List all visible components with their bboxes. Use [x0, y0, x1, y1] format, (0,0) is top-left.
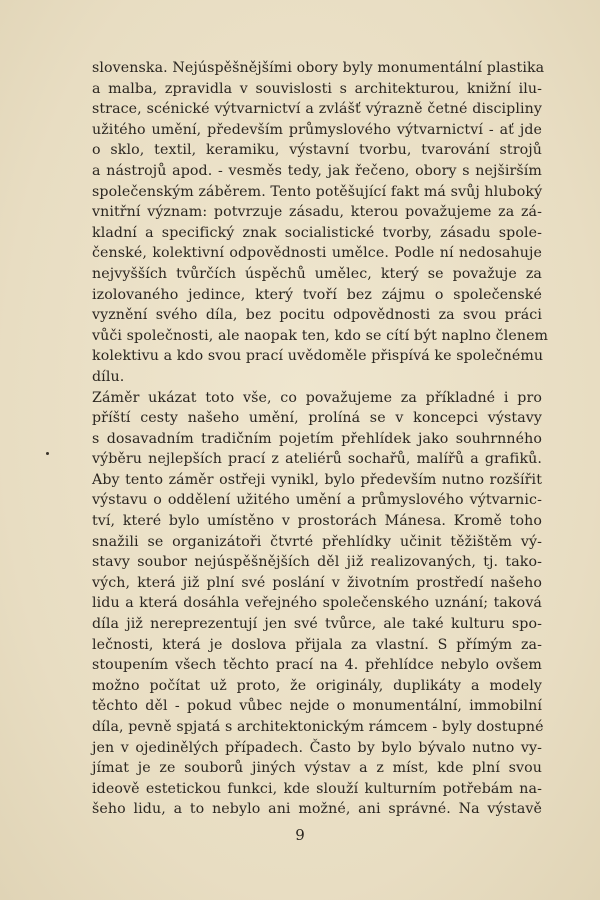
text-line: Aby tento záměr ostřeji vynikl, bylo především nutno rozšířit: [92, 471, 542, 488]
text-line: čenské, kolektivní odpovědnosti umělce. Podle ní nedosahuje: [92, 245, 542, 262]
text-line: stavy soubor nejúspěšnějších děl již realizovaných, tj. tako-: [92, 554, 542, 571]
text-line: vyznění svého díla, bez pocitu odpovědnosti za svou práci: [92, 307, 542, 324]
text-line: kolektivu a kdo svou prací uvědoměle přispívá ke společnému: [92, 348, 544, 365]
text-line: lidu a která dosáhla veřejného společenského uznání; taková: [92, 595, 542, 612]
text-line: ideově estetickou funkci, kde slouží kulturním potřebám na-: [92, 780, 542, 797]
text-line: užitého umění, především průmyslového výtvarnictví - ať jde: [92, 121, 542, 138]
text-line: dílu.: [92, 368, 125, 385]
text-line: stoupením všech těchto prací na 4. přehlídce nebylo ovšem: [92, 657, 542, 674]
text-line: výstavu o oddělení užitého umění a průmyslového výtvarnic-: [92, 492, 542, 509]
text-line: příští cesty našeho umění, prolíná se v koncepci výstavy: [92, 410, 542, 427]
text-line: vnitřní význam: potvrzuje zásadu, kterou považujeme za zá-: [92, 204, 542, 221]
text-line: díla již nereprezentují jen své tvůrce, ale také kulturu spo-: [92, 616, 542, 633]
text-line: a malba, zpravidla v souvislosti s architekturou, knižní ilu-: [92, 80, 542, 97]
text-line: vých, která již plní své poslání v životním prostředí našeho: [92, 574, 542, 591]
text-line: jen v ojedinělých případech. Často by bylo bývalo nutno vy-: [92, 739, 542, 756]
text-line: s dosavadním tradičním pojetím přehlídek jako souhrnného: [92, 430, 542, 447]
text-line: možno počítat už proto, že originály, duplikáty a modely: [92, 677, 542, 694]
text-line: společenským záběrem. Tento potěšující fakt má svůj hluboký: [92, 183, 543, 200]
text-line: snažili se organizátoři čtvrté přehlídky učinit těžištěm vý-: [92, 533, 542, 550]
margin-mark: [46, 452, 49, 455]
text-line: izolovaného jedince, který tvoří bez zájmu o společenské: [92, 286, 542, 303]
text-line: Záměr ukázat toto vše, co považujeme za příkladné i pro: [92, 389, 542, 406]
body-text: [92, 58, 549, 820]
text-line: těchto děl - pokud vůbec nejde o monumentální, immobilní: [92, 698, 542, 715]
text-line: lečnosti, která je doslova přijala za vlastní. S přímým za-: [92, 636, 542, 653]
text-line: tví, které bylo umístěno v prostorách Mánesa. Kromě toho: [92, 513, 542, 530]
text-line: o sklo, textil, keramiku, výstavní tvorbu, tvarování strojů: [92, 142, 542, 159]
text-line: kladní a specifický znak socialistické tvorby, zásadu spole-: [92, 224, 542, 241]
text-line: šeho lidu, a to nebylo ani možné, ani správné. Na výstavě: [92, 801, 542, 818]
text-line: nejvyšších tvůrčích úspěchů umělec, který se považuje za: [92, 265, 542, 282]
text-line: vůči společnosti, ale naopak ten, kdo se cítí být naplno členem: [92, 327, 549, 344]
text-line: a nástrojů apod. - vesměs tedy, jak řečeno, obory s nejširším: [92, 162, 542, 179]
page-number: 9: [295, 826, 305, 844]
text-line: díla, pevně spjatá s architektonickým rámcem - byly dostupné: [92, 719, 544, 735]
text-line: slovenska. Nejúspěšnějšími obory byly monumentální plastika: [92, 60, 545, 76]
text-line: jímat je ze souborů jiných výstav a z míst, kde plní svou: [92, 760, 542, 777]
text-line: strace, scénické výtvarnictví a zvlášť výrazně četné discipliny: [92, 101, 542, 118]
text-line: výběru nejlepších prací z ateliérů sochařů, malířů a grafiků.: [92, 451, 542, 468]
